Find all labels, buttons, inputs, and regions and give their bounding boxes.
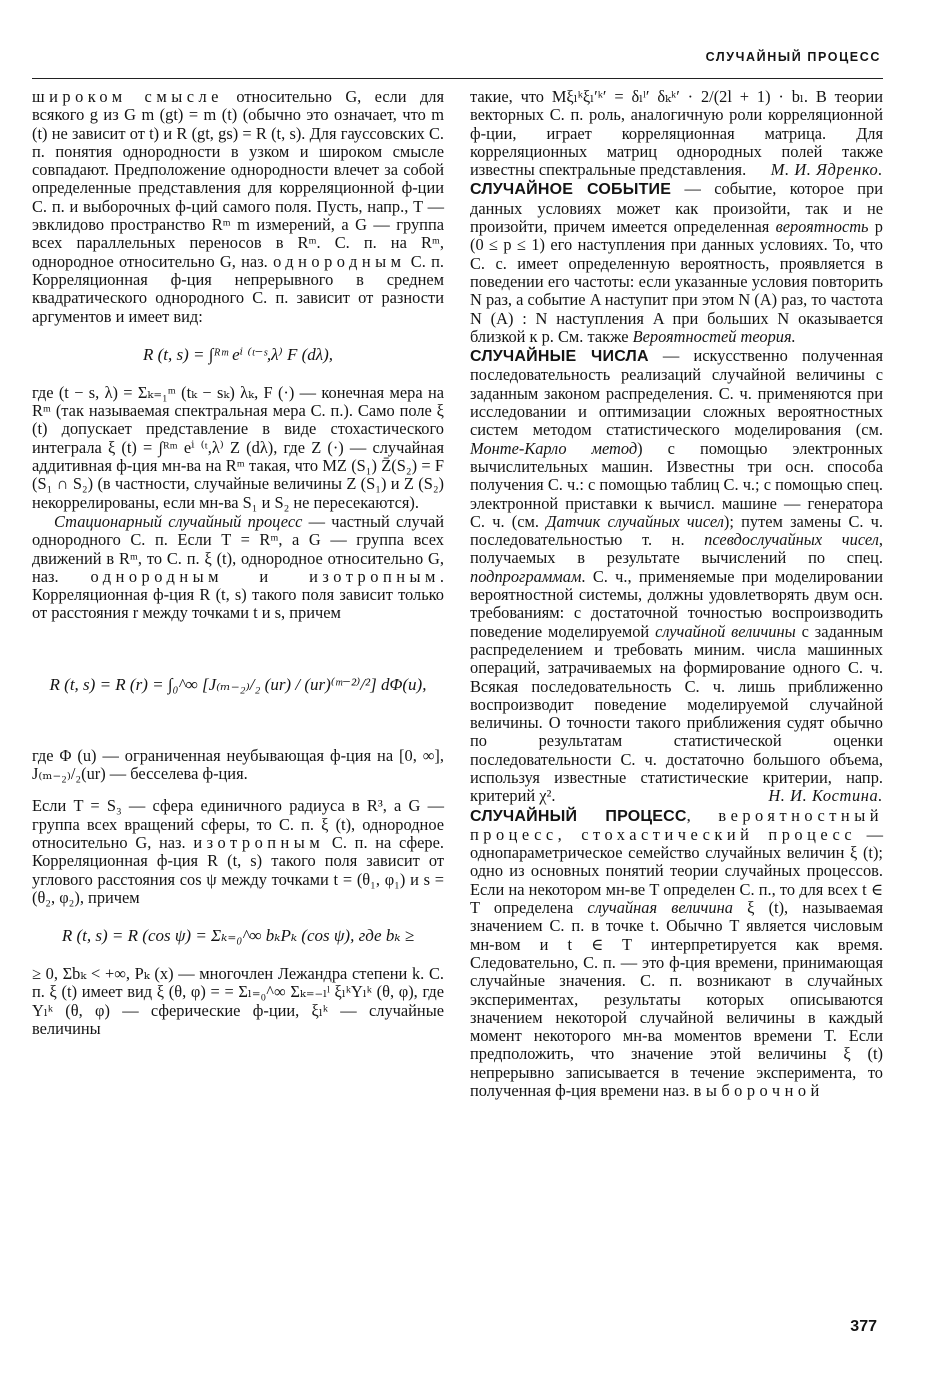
text-run: С. п. на сфере. Корреляционная ф-ция R (t, s) такого поля зависит от углового расстояния cos ψ между точками t = (θ₁, φ₁) и s = (θ₂, φ₂), причем (32, 832, 444, 907)
cross-reference[interactable]: Стационарный случайный процесс (54, 511, 303, 531)
text-run: ) с помощью электронных вычислительных машин. Известны три осн. способа получения С. ч.: с помощью таблиц С. ч.; с помощью спец. электронной приставки к вычисл. машине — генератора С. ч. (см. (470, 438, 883, 531)
text-run: , (686, 805, 719, 825)
cross-reference[interactable]: Датчик случайных чисел (546, 511, 724, 531)
entry-headword: СЛУЧАЙНОЕ СОБЫТИЕ (470, 181, 672, 199)
text-run: где Φ (u) — ограниченная неубывающая ф-ция на [0, ∞], J₍ₘ₋₂₎/₂(ur) — бесселева ф-ция. (32, 745, 444, 784)
author-signature: М. И. Ядренко. (770, 160, 883, 180)
cross-reference[interactable]: подпрограммам (470, 566, 582, 586)
text-run: Если T = S₃ — сфера единичного радиуса в R³, а G — группа всех вращений сферы, то С. п. ξ (t), однородное относительно G, наз. (32, 796, 444, 852)
left-paragraph-5 (32, 797, 444, 907)
right-paragraph-1 (470, 88, 883, 179)
equation-bessel: R (t, s) = R (r) = ∫₀^∞ [J₍ₘ₋₂₎/₂ (ur) / (ur)⁽ᵐ⁻²⁾/²] dΦ(u), (49, 674, 427, 694)
right-column (470, 88, 883, 1101)
text-run: p (0 ≤ p ≤ 1) его наступления при данных условиях. То, что С. с. имеет определенную вероятность, проявляется в поведении его частоты: если указанные условия повторить N раз, а событие A наступит при этом N (A) раз, то частота N (A) : N наступления A при больших N оказывается близкой к p. См. также (470, 217, 883, 346)
text-run: — однопараметрическое семейство случайных величин ξ (t); одно из основных понятий теории случайных процессов. Если на некотором мн-ве T определен С. п., то для всех t ∈ T определена (470, 824, 883, 918)
text-run: — событие, которое при данных условиях может как произойти, так и не произойти, причем имеется определенная (470, 179, 883, 237)
cross-reference[interactable]: случайная величина (587, 898, 733, 918)
text-run: — частный случай однородного С. п. Если T = Rᵐ, а G — группа всех движений в Rᵐ, то С. п. ξ (t), однородное относительно G, наз. (32, 511, 444, 586)
spaced-term: изотропным (193, 832, 325, 852)
equation-spectral: R (t, s) = ∫ᴿᵐ eⁱ ⁽ᵗ⁻ˢ,λ⁾ F (dλ), (142, 344, 334, 364)
text-run: ξ (t), называемая значением С. п. в точке t. Обычно T является числовым мн-вом и t ∈ T интерпретируется как время. Следовательно, С. п. — это ф-ция времени, принимающая случайные значения. С. п. возникают в случайных экспериментах, результаты которых описываются значением некоторой случайной величины в каждый момент некоторого мн-ва моментов времени T. Если предположить, что значение этой величины ξ (t) непрерывно записывается в течение эксперимента, то полученная ф-ция времени наз. (470, 898, 883, 1101)
cross-reference[interactable]: Монте-Карло метод (470, 438, 638, 458)
text-run: . С. ч., применяемые при моделировании вероятностной системы, должны удовлетворять двум осн. требованиям: с достаточной точностью воспроизводить поведение моделируемой (470, 566, 883, 641)
left-paragraph-4 (32, 747, 444, 784)
text-run: где (t − s, λ) = Σₖ₌₁ᵐ (tₖ − sₖ) λₖ, F (·) — конечная мера на Rᵐ (так называемая спектральная мера С. п.). Само поле ξ (t) допускает представление в виде стохастического интеграла ξ (t) = ∫ᴿᵐ eⁱ ⁽ᵗ,λ⁾ Z (dλ), где Z (·) — случайная аддитивная ф-ция мн-ва на Rᵐ такая, что MZ (S₁) Z̄(S₂) = F (S₁ ∩ S₂) (в частности, случайные величины Z (S₁) и Z (S₂) некоррелированы, если мн-ва S₁ и S₂ не пересекаются). (32, 382, 444, 512)
text-run: С. п. Корреляционная ф-ция непрерывного в среднем квадратического однородного С. п. зависит от разности аргументов и имеет вид: (32, 251, 444, 326)
left-paragraph-1 (32, 88, 444, 326)
left-paragraph-6 (32, 965, 444, 1038)
text-run: , получаемых в результате вычислений по спец. (470, 530, 883, 568)
equation-legendre: R (t, s) = R (cos ψ) = Σₖ₌₀^∞ bₖPₖ (cos ψ), где bₖ ≥ (61, 926, 415, 946)
spaced-term: вероятностный процесс, стохастический процесс (470, 805, 883, 844)
text-run: относительно G, если для всякого g из G m (gt) = m (t) (обычно это означает, что m (t) не зависит от t) и R (gt, gs) = R (t, s). Для гауссовских С. п. понятия однородности в узком и широком смысле совпадают. Предположение однородности влечет за собой определенные представления для корреляционной ф-ции С. п. и выборочных ф-ций самого поля. Пусть, напр., T — эвклидово пространство Rᵐ m измерений, а G — группа всех параллельных переносов в Rᵐ. С. п. на Rᵐ, однородное относительно G, наз. (32, 87, 445, 271)
author-signature: Н. И. Костина. (768, 786, 883, 806)
spaced-term: широком смысле (32, 87, 223, 106)
text-run: — искусственно полученная последовательность реализаций случайной величины с заданным законом распределения. С. ч. применяются при исследовании и оптимизации сложных вероятностных систем методом статистического моделирования (см. (470, 346, 883, 440)
left-paragraph-3 (32, 513, 444, 623)
entry-headword: СЛУЧАЙНЫЙ ПРОЦЕСС (470, 807, 687, 825)
left-column (32, 88, 444, 1039)
spaced-term: однородным (273, 251, 406, 271)
entry-headword: СЛУЧАЙНЫЕ ЧИСЛА (470, 348, 649, 366)
text-run: ); путем замены С. ч. последовательностью т. н. (470, 511, 883, 550)
cross-reference[interactable]: Вероятностей теория. (632, 326, 796, 346)
text-run: с заданным распределением и требовать миним. числа машинных операций, затрачиваемых на формирование одного С. ч. Всякая последовательность С. ч. лишь приближенно воспроизводит поведение моделируемой случайной величины. О точности такого приближения судят обычно по результатам статистической оценки последовательности С. ч. достаточно большого объема, используя известные статистические критерии, напр. критерий χ². (470, 621, 884, 806)
spaced-term: выборочной (693, 1081, 824, 1101)
cross-reference[interactable]: случайной величины (655, 621, 796, 641)
spaced-term: однородным и изотропным (90, 566, 440, 586)
page-number: 377 (850, 1318, 877, 1335)
cross-reference[interactable]: псевдослучайных чисел (704, 530, 879, 550)
text-run: . Корреляционная ф-ция R (t, s) такого поля зависит только от расстояния r между точками t и s, причем (32, 566, 444, 623)
running-head: СЛУЧАЙНЫЙ ПРОЦЕСС (705, 50, 881, 64)
text-run: такие, что Mξₗᵏξₗ′ᵏ′ = δₗˡ′ δₖᵏ′ · 2/(2l + 1) · bₗ. В теории векторных С. п. роль, аналогичную роли корреляционной ф-ции, играет корреляционная матрица. Для корреляционных матриц однородных полей также известны спектральные представления. (470, 87, 883, 180)
left-paragraph-2 (32, 384, 444, 512)
text-run: ≥ 0, Σbₖ < +∞, Pₖ (x) — многочлен Лежандра степени k. С. п. ξ (t) имеет вид ξ (θ, φ) = = Σₗ₌₀^∞ Σₖ₌₋ₗˡ ξₗᵏYₗᵏ (θ, φ), где Yₗᵏ (θ, φ) — сферические ф-ции, ξₗᵏ — случайные величины (32, 964, 444, 1038)
entry-random-numbers (470, 347, 883, 805)
entry-random-process (470, 807, 883, 1101)
cross-reference[interactable]: вероятность (775, 217, 869, 237)
entry-random-event (470, 180, 883, 346)
header-rule (32, 78, 883, 79)
